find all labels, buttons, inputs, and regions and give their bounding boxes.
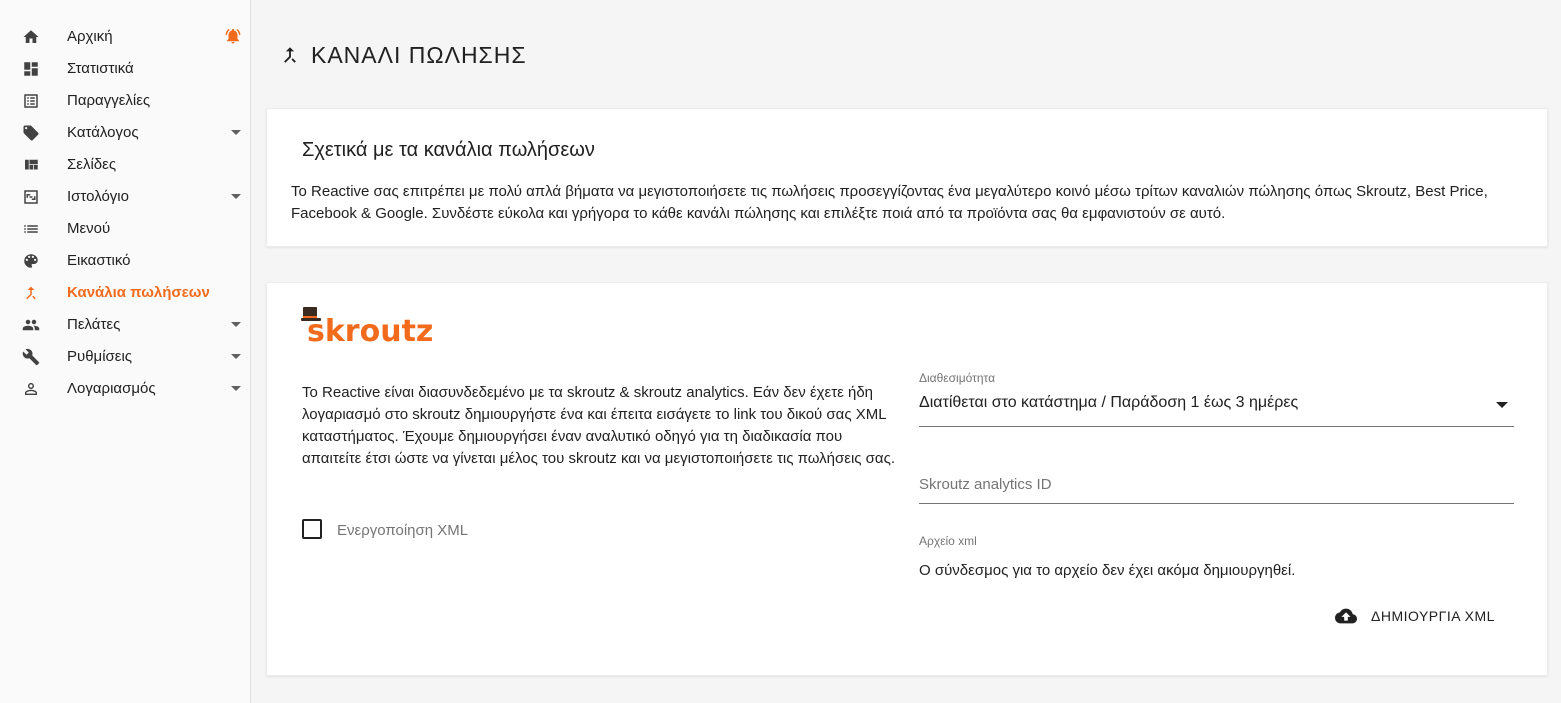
sidebar-item-label: Ιστολόγιο (67, 188, 129, 205)
availability-select-value: Διατίθεται στο κατάστημα / Παράδοση 1 έως 3 ημέρες (919, 394, 1299, 411)
sidebar-item-label: Παραγγελίες (67, 92, 151, 109)
sidebar-item-blog[interactable] (0, 180, 250, 212)
sidebar-item-home[interactable] (0, 20, 250, 52)
skroutz-analytics-id-input[interactable] (919, 465, 1514, 504)
skroutz-logo (301, 305, 441, 349)
person-icon (22, 380, 40, 398)
xml-file-label: Αρχείο xml (919, 534, 977, 548)
palette-icon (22, 252, 40, 270)
merge-icon (22, 284, 40, 302)
list-alt-icon (22, 92, 40, 110)
sidebar-item-label: Κανάλια πωλήσεων (67, 284, 210, 301)
chevron-down-icon[interactable] (231, 322, 241, 327)
sidebar-item-orders[interactable] (0, 84, 250, 116)
svg-text:skroutz: skroutz (307, 314, 434, 349)
sidebar-item-customers[interactable] (0, 308, 250, 340)
sidebar-item-catalog[interactable] (0, 116, 250, 148)
chevron-down-icon[interactable] (231, 194, 241, 199)
enable-xml-label[interactable]: Ενεργοποίηση XML (337, 522, 469, 539)
sidebar-item-account[interactable] (0, 372, 250, 404)
notification-bell-icon[interactable] (224, 27, 242, 45)
create-xml-button[interactable] (1335, 601, 1495, 631)
sidebar-item-design[interactable] (0, 244, 250, 276)
xml-file-status: Ο σύνδεσμος για το αρχείο δεν έχει ακόμα δημιουργηθεί. (919, 562, 1296, 579)
sidebar-item-label: Πελάτες (67, 316, 121, 333)
wrench-icon (22, 348, 40, 366)
skroutz-channel-card (266, 282, 1548, 676)
sidebar-item-pages[interactable] (0, 148, 250, 180)
sidebar-item-menu[interactable] (0, 212, 250, 244)
home-icon (22, 28, 40, 46)
skroutz-description: Το Reactive είναι διασυνδεδεμένο με τα skroutz & skroutz analytics. Εάν δεν έχετε ήδη λογαριασμό στο skroutz δημιουργήστε ένα και έπειτα εισάγετε το link του δικού σας XML καταστήματος. Έχουμε δημιουργήσει έναν αναλυτικό οδηγό για τη διαδικασία που απαιτείτε έτσι ώστε να γίνεται μέλος του skroutz και να μεγιστοποιήσετε τις πωλήσεις σας. (302, 384, 895, 467)
availability-label: Διαθεσιμότητα (919, 371, 996, 385)
sidebar-item-label: Κατάλογος (67, 124, 139, 141)
dashboard-icon (22, 60, 40, 78)
arrow-drop-down-icon (1496, 402, 1508, 408)
menu-list-icon (22, 220, 40, 238)
create-xml-button-label: ΔΗΜΙΟΥΡΓΙΑ XML (1371, 608, 1495, 624)
about-sales-channels-card (266, 108, 1548, 247)
enable-xml-checkbox[interactable] (302, 519, 322, 539)
sidebar (0, 0, 251, 703)
chevron-down-icon[interactable] (231, 130, 241, 135)
sidebar-item-label: Μενού (67, 220, 111, 237)
sidebar-item-settings[interactable] (0, 340, 250, 372)
view-quilt-icon (22, 156, 40, 174)
page-header (279, 40, 527, 70)
sidebar-item-label: Ρυθμίσεις (67, 348, 133, 365)
people-icon (22, 316, 40, 334)
sidebar-item-label: Αρχική (67, 28, 113, 45)
availability-select[interactable] (919, 388, 1514, 427)
sidebar-item-label: Εικαστικό (67, 252, 131, 269)
blog-icon (22, 188, 40, 206)
about-card-title: Σχετικά με τα κανάλια πωλήσεων (302, 139, 595, 161)
page-title: ΚΑΝΑΛΙ ΠΩΛΗΣΗΣ (311, 42, 527, 68)
about-card-description: Το Reactive σας επιτρέπει με πολύ απλά βήματα να μεγιστοποιήσετε τις πωλήσεις προσεγγίζοντας ένα μεγαλύτερο κοινό μέσω τρίτων καναλιών πώλησης όπως Skroutz, Best Price, Facebook & Google. Συνδέστε εύκολα και γρήγορα το κάθε κανάλι πώλησης και επιλέξτε ποιά από τα προϊόντα σας θα εμφανιστούν σε αυτό. (291, 183, 1488, 222)
sidebar-item-statistics[interactable] (0, 52, 250, 84)
sidebar-item-label: Στατιστικά (67, 60, 134, 77)
sidebar-item-label: Λογαριασμός (67, 380, 156, 397)
chevron-down-icon[interactable] (231, 386, 241, 391)
merge-icon (279, 44, 301, 66)
sidebar-item-sales-channels[interactable] (0, 276, 250, 308)
cloud-upload-icon (1335, 605, 1357, 627)
tag-icon (22, 124, 40, 142)
chevron-down-icon[interactable] (231, 354, 241, 359)
sidebar-item-label: Σελίδες (67, 156, 117, 173)
